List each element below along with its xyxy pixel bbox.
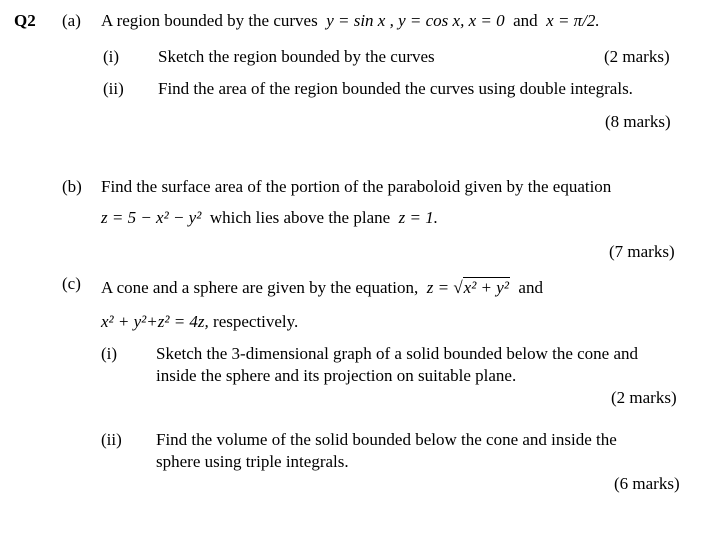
part-b-plane-math: z = 1. [398, 208, 438, 227]
part-b-label: (b) [62, 177, 82, 196]
part-a-bound-math: x = π/2. [546, 11, 600, 30]
part-a-ii-marks: (8 marks) [605, 112, 671, 131]
part-c-label: (c) [62, 274, 81, 293]
part-a-ii-text: Find the area of the region bounded the curves using double integrals. [158, 79, 633, 98]
part-a-intro: A region bounded by the curves [101, 11, 318, 30]
part-a-i-text: Sketch the region bounded by the curves [158, 47, 435, 66]
part-b-line2 [101, 209, 438, 226]
part-b-marks: (7 marks) [609, 242, 675, 261]
part-c-cone-lhs: z = [426, 278, 450, 297]
part-c-i-line2: inside the sphere and its projection on suitable plane. [156, 366, 517, 385]
part-c-ii-line2: sphere using triple integrals. [156, 452, 349, 471]
square-root-symbol [453, 279, 510, 296]
part-c-line1-text: A cone and a sphere are given by the equation, [101, 278, 419, 297]
question-label: Q2 [14, 11, 36, 30]
part-c-line2 [101, 313, 298, 330]
part-a-label: (a) [62, 11, 81, 30]
part-a-i-label: (i) [103, 47, 120, 66]
part-c-ii-line1: Find the volume of the solid bounded below the cone and inside the [156, 430, 617, 449]
part-c-ii-label: (ii) [101, 430, 122, 449]
part-c-line2-text: respectively. [213, 312, 299, 331]
part-c-i-marks: (2 marks) [611, 388, 677, 407]
part-c-sphere-math: x² + y²+z² = 4z, [101, 312, 209, 331]
part-a-curves-math: y = sin x , y = cos x, x = 0 [326, 11, 505, 30]
part-a-i-marks: (2 marks) [604, 47, 670, 66]
part-b-line1: Find the surface area of the portion of the paraboloid given by the equation [101, 177, 612, 196]
sqrt-sign-icon: √ [453, 278, 463, 297]
part-b-line2-text: which lies above the plane [209, 208, 391, 227]
part-b-paraboloid-math: z = 5 − x² − y² [101, 208, 202, 227]
part-c-i-label: (i) [101, 344, 118, 363]
part-c-line1 [101, 279, 543, 296]
part-a-ii-label: (ii) [103, 79, 124, 98]
part-c-ii-marks: (6 marks) [614, 474, 680, 493]
part-c-cone-radicand: x² + y² [463, 278, 509, 297]
part-a-and: and [513, 11, 538, 30]
part-c-i-line1: Sketch the 3-dimensional graph of a solid bounded below the cone and [156, 344, 639, 363]
part-a-question [101, 12, 600, 29]
part-c-and: and [518, 278, 543, 297]
